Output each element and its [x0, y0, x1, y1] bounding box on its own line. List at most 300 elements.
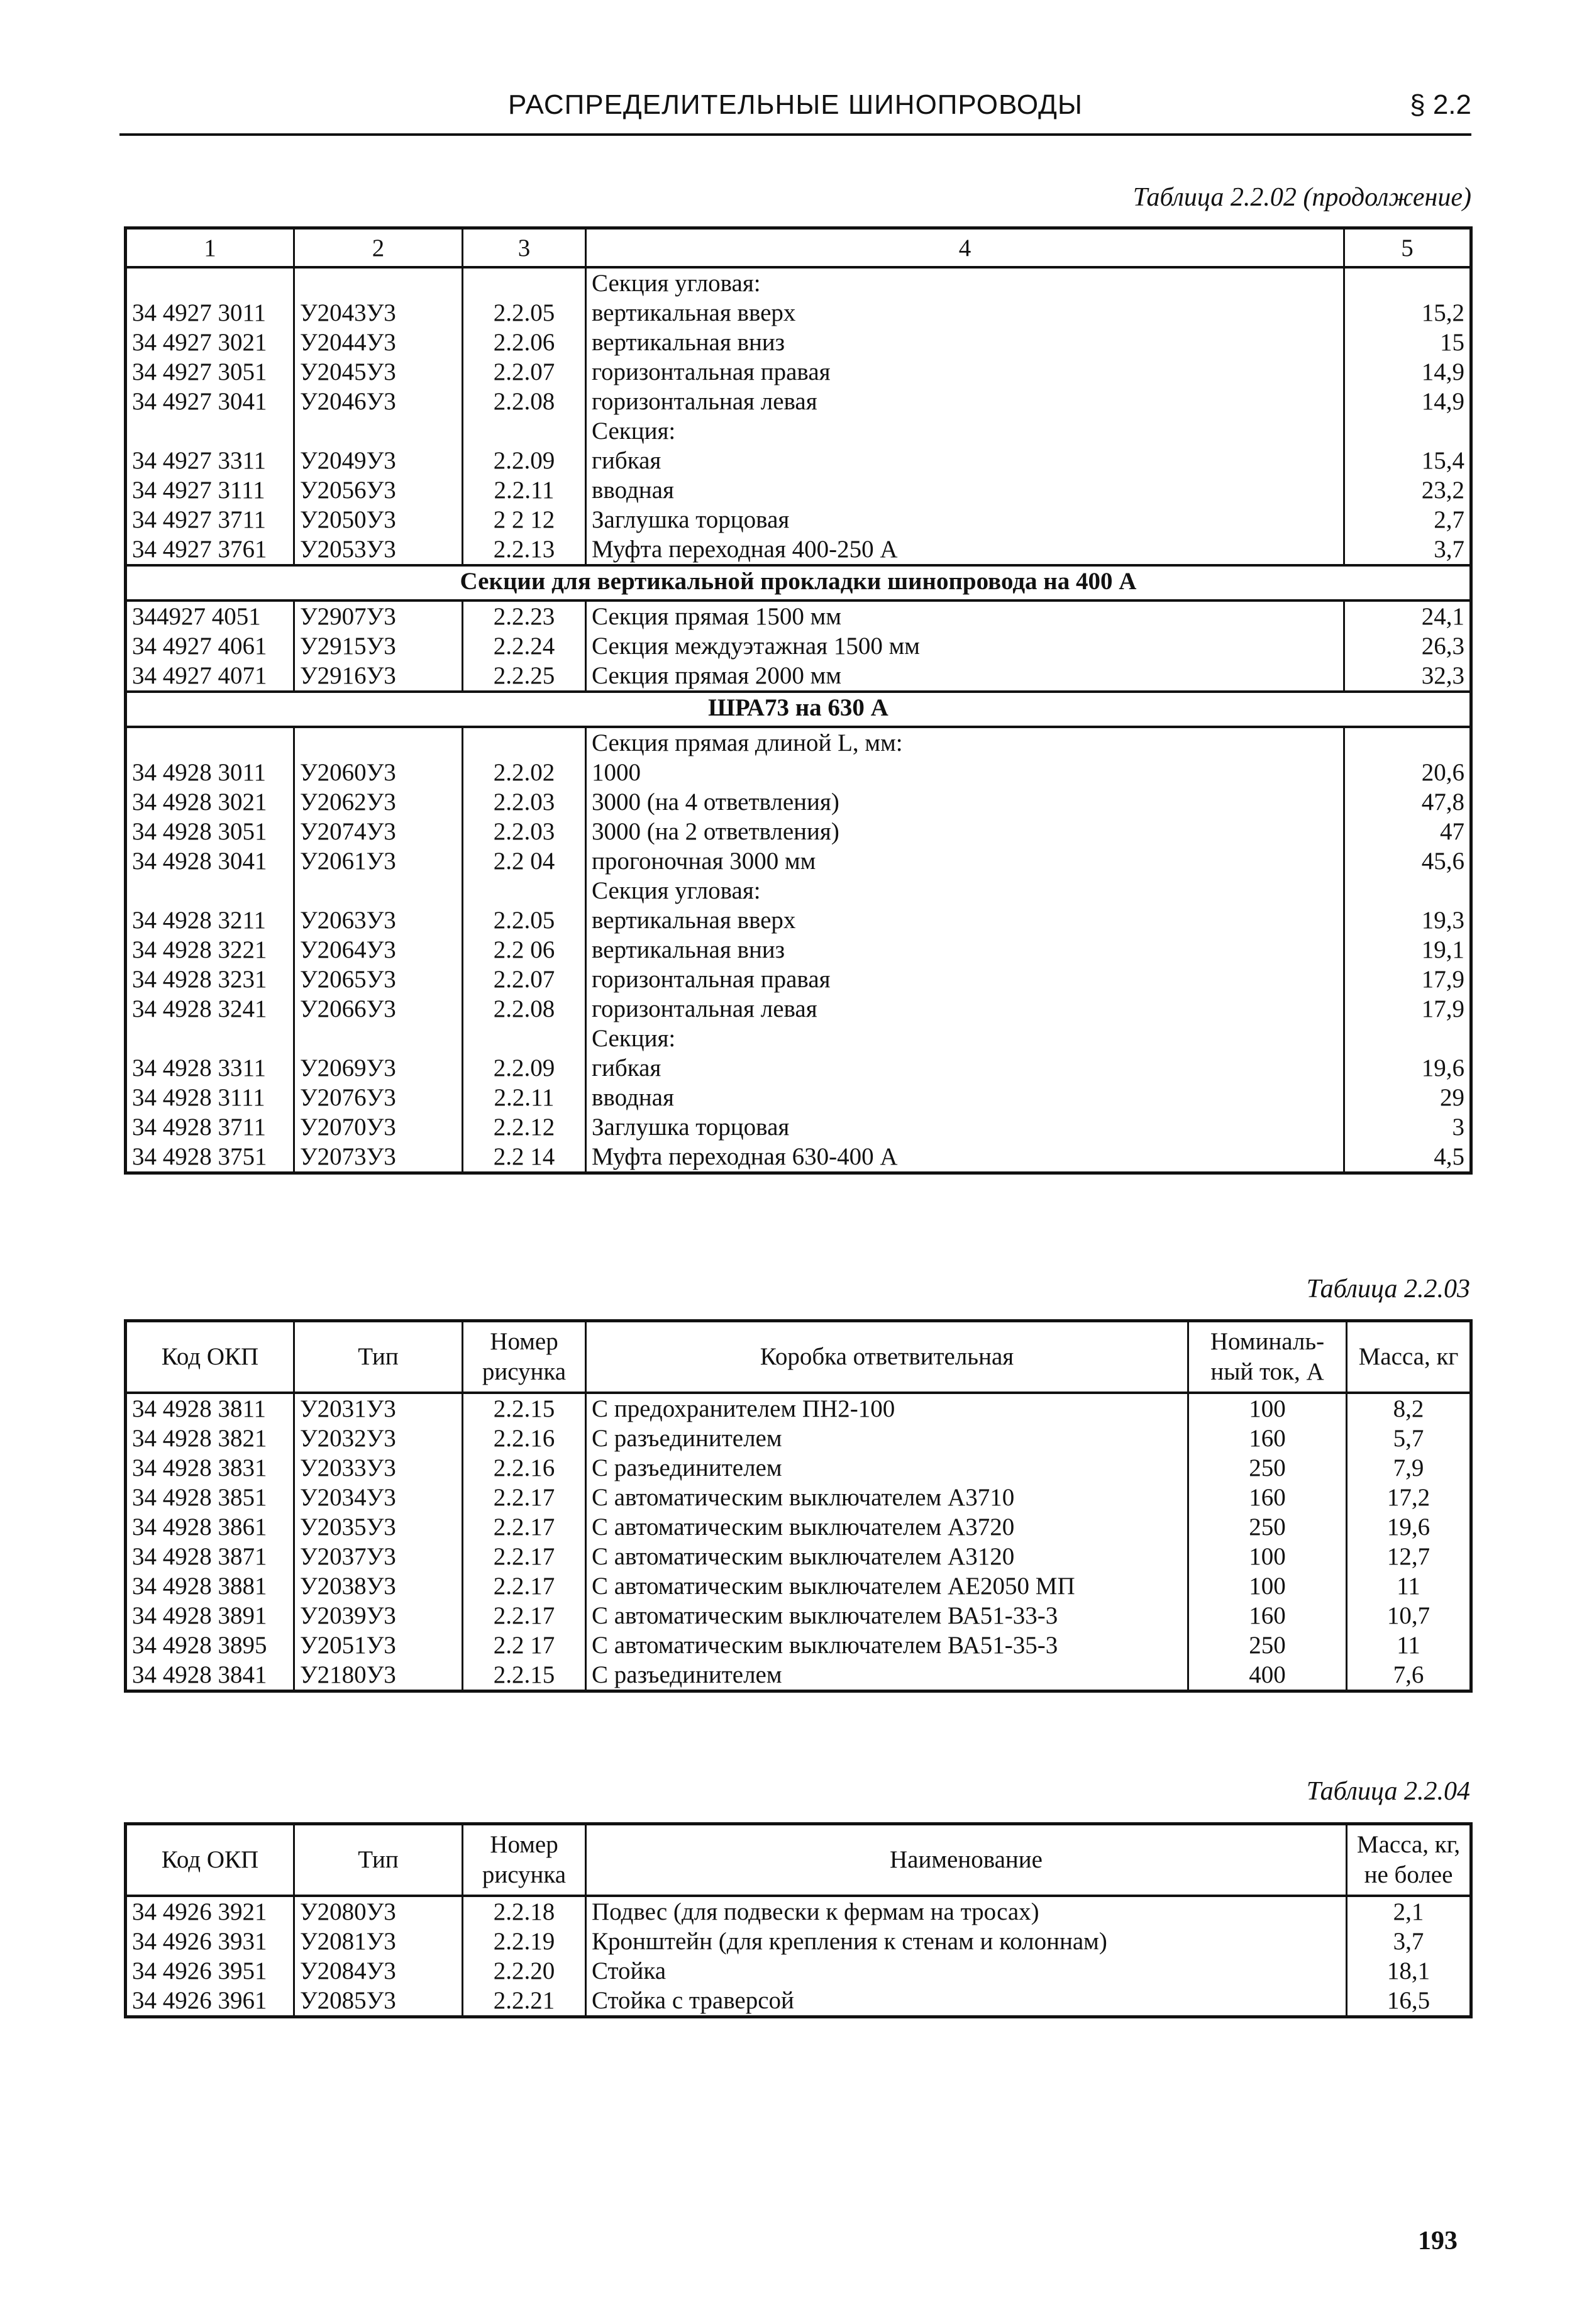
table-cell: 2.2.17	[463, 1571, 586, 1601]
table-cell: 2.2.05	[463, 905, 586, 935]
table-row	[126, 1927, 1471, 1956]
table-cell: 2.2.09	[463, 446, 586, 475]
table-row	[126, 298, 1471, 328]
table-cell: У2050У3	[294, 505, 463, 534]
table1-body-a	[126, 267, 1471, 565]
table-cell: 34 4927 3011	[126, 298, 294, 328]
table-row	[126, 1956, 1471, 1986]
table-cell	[294, 727, 463, 758]
table-cell: У2037У3	[294, 1542, 463, 1571]
table-cell: У2031У3	[294, 1393, 463, 1424]
table-cell: гибкая	[586, 1053, 1344, 1083]
table1-col-header: 2	[294, 228, 463, 268]
table-cell: Муфта переходная 400-250 А	[586, 534, 1344, 565]
table3-body	[126, 1896, 1471, 2017]
table-cell: вертикальная вниз	[586, 328, 1344, 357]
table-cell: Подвес (для подвески к фермам на тросах)	[586, 1896, 1347, 1927]
table-row	[126, 387, 1471, 416]
table-cell: У2035У3	[294, 1512, 463, 1542]
table-cell	[1344, 727, 1471, 758]
table-cell: 34 4928 3211	[126, 905, 294, 935]
table-cell: 2.2.13	[463, 534, 586, 565]
table-row	[126, 1083, 1471, 1112]
table-row	[126, 1424, 1471, 1453]
table-cell: 4,5	[1344, 1142, 1471, 1173]
table-cell: 2.2.23	[463, 600, 586, 631]
table-cell: 2.2 14	[463, 1142, 586, 1173]
table2-col-header: Код ОКП	[126, 1321, 294, 1393]
table-cell: У2066У3	[294, 994, 463, 1024]
table1-body-b	[126, 600, 1471, 692]
table-cell: 2.2.24	[463, 631, 586, 661]
table-row	[126, 905, 1471, 935]
table-cell	[1344, 1024, 1471, 1053]
table2-col-header: Коробка ответвительная	[586, 1321, 1188, 1393]
table-cell: У2069У3	[294, 1053, 463, 1083]
table-cell: 17,9	[1344, 965, 1471, 994]
table-cell: вертикальная вниз	[586, 935, 1344, 965]
table-cell: прогоночная 3000 мм	[586, 846, 1344, 876]
table-cell: 34 4928 3821	[126, 1424, 294, 1453]
table-cell: 2.2.07	[463, 357, 586, 387]
table-cell: 160	[1188, 1424, 1347, 1453]
table-cell: У2064У3	[294, 935, 463, 965]
table-cell: 3000 (на 4 ответвления)	[586, 787, 1344, 817]
table-cell: Стойка	[586, 1956, 1347, 1986]
table-row	[126, 1453, 1471, 1483]
table-cell: 3,7	[1347, 1927, 1471, 1956]
table-cell: вертикальная вверх	[586, 905, 1344, 935]
table1-body-c	[126, 727, 1471, 1173]
table3-caption: Таблица 2.2.04	[1306, 1777, 1470, 1806]
table-cell: У2065У3	[294, 965, 463, 994]
table-cell: С автоматическим выключателем ВА51-33-3	[586, 1601, 1188, 1630]
table-cell: 19,1	[1344, 935, 1471, 965]
table-cell: 250	[1188, 1630, 1347, 1660]
page-header-section: § 2.2	[1410, 89, 1471, 120]
table-cell: 34 4928 3751	[126, 1142, 294, 1173]
table-row	[126, 1483, 1471, 1512]
table-cell: 29	[1344, 1083, 1471, 1112]
table2-body	[126, 1393, 1471, 1691]
table-cell: 26,3	[1344, 631, 1471, 661]
table-row	[126, 1986, 1471, 2017]
table-cell: Заглушка торцовая	[586, 1112, 1344, 1142]
table-cell: У2061У3	[294, 846, 463, 876]
table-cell: 344927 4051	[126, 600, 294, 631]
table-cell: 160	[1188, 1601, 1347, 1630]
table-cell	[1344, 876, 1471, 905]
table-cell: С предохранителем ПН2-100	[586, 1393, 1188, 1424]
table-cell: 11	[1347, 1571, 1471, 1601]
table-cell: 17,9	[1344, 994, 1471, 1024]
table-cell: 2.2.19	[463, 1927, 586, 1956]
table-cell: 34 4928 3011	[126, 758, 294, 787]
table-cell: 2.2.25	[463, 661, 586, 692]
table-cell: У2046У3	[294, 387, 463, 416]
table-cell: 16,5	[1347, 1986, 1471, 2017]
table-cell: У2038У3	[294, 1571, 463, 1601]
table3-col-header: Код ОКП	[126, 1824, 294, 1896]
table-cell: 2.2 06	[463, 935, 586, 965]
table-cell	[126, 416, 294, 446]
table-cell: горизонтальная левая	[586, 387, 1344, 416]
table-cell: 2 2 12	[463, 505, 586, 534]
table-cell: 2.2.03	[463, 817, 586, 846]
table-cell: 24,1	[1344, 600, 1471, 631]
table-cell: 34 4928 3895	[126, 1630, 294, 1660]
table-row	[126, 935, 1471, 965]
table-cell: горизонтальная правая	[586, 357, 1344, 387]
table-cell: С разъединителем	[586, 1424, 1188, 1453]
table-cell: горизонтальная левая	[586, 994, 1344, 1024]
table-cell: 3000 (на 2 ответвления)	[586, 817, 1344, 846]
table-cell: 19,6	[1347, 1512, 1471, 1542]
table-row	[126, 475, 1471, 505]
table-cell: 34 4928 3711	[126, 1112, 294, 1142]
page-header-title: РАСПРЕДЕЛИТЕЛЬНЫЕ ШИНОПРОВОДЫ	[508, 89, 1083, 120]
table-cell: Кронштейн (для крепления к стенам и колоннам)	[586, 1927, 1347, 1956]
table-cell: 34 4927 3021	[126, 328, 294, 357]
table-cell: У2907У3	[294, 600, 463, 631]
table-cell: Секция прямая длиной L, мм:	[586, 727, 1344, 758]
table-cell: С автоматическим выключателем ВА51-35-3	[586, 1630, 1188, 1660]
table-cell: 250	[1188, 1512, 1347, 1542]
table-row	[126, 631, 1471, 661]
table-cell: С автоматическим выключателем А3710	[586, 1483, 1188, 1512]
table-row	[126, 876, 1471, 905]
table-cell: 45,6	[1344, 846, 1471, 876]
table-cell: 160	[1188, 1483, 1347, 1512]
table-cell: 2.2.02	[463, 758, 586, 787]
table1-caption: Таблица 2.2.02 (продолжение)	[1132, 183, 1471, 212]
table1-col-header: 4	[586, 228, 1344, 268]
table-row	[126, 1630, 1471, 1660]
table-row	[126, 534, 1471, 565]
table-cell: 14,9	[1344, 357, 1471, 387]
table2-col-header: Тип	[294, 1321, 463, 1393]
table-cell: 2.2.12	[463, 1112, 586, 1142]
table-cell	[463, 416, 586, 446]
table-row	[126, 1896, 1471, 1927]
table-cell	[126, 267, 294, 298]
table-cell: У2070У3	[294, 1112, 463, 1142]
table-cell: 11	[1347, 1630, 1471, 1660]
table1-col-header: 1	[126, 228, 294, 268]
table-cell	[126, 727, 294, 758]
table-cell: У2063У3	[294, 905, 463, 935]
table-cell: 15	[1344, 328, 1471, 357]
table-cell: 12,7	[1347, 1542, 1471, 1571]
table-cell: 2.2.17	[463, 1512, 586, 1542]
table-cell: У2085У3	[294, 1986, 463, 2017]
table-cell: 34 4926 3921	[126, 1896, 294, 1927]
table-cell: Стойка с траверсой	[586, 1986, 1347, 2017]
table-cell: 3	[1344, 1112, 1471, 1142]
table-cell: 34 4928 3041	[126, 846, 294, 876]
table-cell: У2180У3	[294, 1660, 463, 1691]
table-cell: вводная	[586, 1083, 1344, 1112]
table-cell: У2049У3	[294, 446, 463, 475]
table-cell: Муфта переходная 630-400 А	[586, 1142, 1344, 1173]
table-cell: 2.2.16	[463, 1424, 586, 1453]
table-cell: 100	[1188, 1542, 1347, 1571]
table-row	[126, 1542, 1471, 1571]
table-cell: У2033У3	[294, 1453, 463, 1483]
section-heading: ШРА73 на 630 А	[126, 692, 1471, 727]
table-row	[126, 357, 1471, 387]
table-cell: 250	[1188, 1453, 1347, 1483]
table1-section-1	[126, 565, 1471, 600]
table-row	[126, 1660, 1471, 1691]
table-row	[126, 846, 1471, 876]
table2-col-header: Масса, кг	[1347, 1321, 1471, 1393]
table-row	[126, 1112, 1471, 1142]
table-cell: У2915У3	[294, 631, 463, 661]
table-cell	[463, 267, 586, 298]
table-cell: 19,6	[1344, 1053, 1471, 1083]
page-header	[119, 88, 1471, 136]
table2-caption: Таблица 2.2.03	[1306, 1275, 1470, 1303]
table-cell: 34 4928 3881	[126, 1571, 294, 1601]
table-row	[126, 328, 1471, 357]
table-cell: 2.2.15	[463, 1393, 586, 1424]
table-cell: 2.2.07	[463, 965, 586, 994]
table-cell	[1344, 416, 1471, 446]
table-cell	[1344, 267, 1471, 298]
table-cell: 34 4928 3841	[126, 1660, 294, 1691]
table1-section-2	[126, 692, 1471, 727]
table-cell: горизонтальная правая	[586, 965, 1344, 994]
table-cell	[463, 876, 586, 905]
table-row	[126, 661, 1471, 692]
table-cell: У2062У3	[294, 787, 463, 817]
table2-col-header: Номиналь-ный ток, А	[1188, 1321, 1347, 1393]
table-cell: 34 4927 3111	[126, 475, 294, 505]
table-cell: гибкая	[586, 446, 1344, 475]
table-cell: 34 4927 4071	[126, 661, 294, 692]
table-cell: 34 4926 3961	[126, 1986, 294, 2017]
table-row	[126, 1512, 1471, 1542]
table3-header	[126, 1824, 1471, 1896]
table-cell: 20,6	[1344, 758, 1471, 787]
table2-col-header: Номер рисунка	[463, 1321, 586, 1393]
table-cell: 2.2.11	[463, 475, 586, 505]
table-cell	[294, 1024, 463, 1053]
table1	[124, 226, 1473, 1175]
table-cell: 2.2.17	[463, 1542, 586, 1571]
table-cell: 34 4928 3241	[126, 994, 294, 1024]
table-cell: 2.2.15	[463, 1660, 586, 1691]
table-cell: Секция:	[586, 416, 1344, 446]
table-cell	[294, 416, 463, 446]
table-row	[126, 817, 1471, 846]
table-cell: У2039У3	[294, 1601, 463, 1630]
table-cell: У2084У3	[294, 1956, 463, 1986]
table-cell: У2916У3	[294, 661, 463, 692]
table-row	[126, 1601, 1471, 1630]
table-cell: Секция междуэтажная 1500 мм	[586, 631, 1344, 661]
table-cell: 2.2.08	[463, 994, 586, 1024]
table-cell: 1000	[586, 758, 1344, 787]
table-cell: 2,1	[1347, 1896, 1471, 1927]
table1-header	[126, 228, 1471, 268]
table-cell: 34 4927 3051	[126, 357, 294, 387]
table-cell: 10,7	[1347, 1601, 1471, 1630]
table-cell: 2.2.05	[463, 298, 586, 328]
table2-header	[126, 1321, 1471, 1393]
table-cell: 34 4927 3311	[126, 446, 294, 475]
table-cell: С разъединителем	[586, 1660, 1188, 1691]
table-cell: 5,7	[1347, 1424, 1471, 1453]
table-cell: У2073У3	[294, 1142, 463, 1173]
table-cell	[294, 876, 463, 905]
table-cell: 2.2.08	[463, 387, 586, 416]
table-cell: 15,2	[1344, 298, 1471, 328]
table-cell: 2.2.17	[463, 1601, 586, 1630]
table-cell: 100	[1188, 1571, 1347, 1601]
table-cell	[463, 727, 586, 758]
table-cell: 32,3	[1344, 661, 1471, 692]
table-cell: 34 4928 3811	[126, 1393, 294, 1424]
table-row	[126, 965, 1471, 994]
table-cell: 2.2.16	[463, 1453, 586, 1483]
table-cell: Секция:	[586, 1024, 1344, 1053]
table-cell: У2060У3	[294, 758, 463, 787]
table-cell: 47	[1344, 817, 1471, 846]
table1-col-header: 3	[463, 228, 586, 268]
table-cell: 18,1	[1347, 1956, 1471, 1986]
section-heading: Секции для вертикальной прокладки шинопровода на 400 А	[126, 565, 1471, 600]
table-row	[126, 994, 1471, 1024]
table3-col-header: Тип	[294, 1824, 463, 1896]
table-row	[126, 416, 1471, 446]
table-cell: У2053У3	[294, 534, 463, 565]
table-row	[126, 1024, 1471, 1053]
table-cell: 2.2.11	[463, 1083, 586, 1112]
table-cell: 34 4927 3041	[126, 387, 294, 416]
table-row	[126, 787, 1471, 817]
table-cell: Секция угловая:	[586, 876, 1344, 905]
table-cell: 2.2.17	[463, 1483, 586, 1512]
table-cell: 34 4927 3711	[126, 505, 294, 534]
table-cell: С автоматическим выключателем А3120	[586, 1542, 1188, 1571]
table-cell: 2.2 17	[463, 1630, 586, 1660]
table-cell: С автоматическим выключателем АЕ2050 МП	[586, 1571, 1188, 1601]
table-cell: 3,7	[1344, 534, 1471, 565]
table-cell: 34 4928 3231	[126, 965, 294, 994]
table-cell	[463, 1024, 586, 1053]
table-cell: 34 4927 3761	[126, 534, 294, 565]
table-cell: 34 4926 3931	[126, 1927, 294, 1956]
table-row	[126, 600, 1471, 631]
table3	[124, 1822, 1473, 2018]
table-cell: Секция прямая 1500 мм	[586, 600, 1344, 631]
table-cell: 2.2.06	[463, 328, 586, 357]
table-row	[126, 267, 1471, 298]
table-cell: 2.2.21	[463, 1986, 586, 2017]
table-cell	[294, 267, 463, 298]
table-cell: 17,2	[1347, 1483, 1471, 1512]
table-cell: У2074У3	[294, 817, 463, 846]
table-cell: 47,8	[1344, 787, 1471, 817]
table-cell: У2044У3	[294, 328, 463, 357]
table-row	[126, 1393, 1471, 1424]
table-cell: 34 4928 3221	[126, 935, 294, 965]
table-row	[126, 1142, 1471, 1173]
table-cell: 19,3	[1344, 905, 1471, 935]
table-cell: 34 4928 3861	[126, 1512, 294, 1542]
table-cell: У2056У3	[294, 475, 463, 505]
table-cell: 34 4928 3311	[126, 1053, 294, 1083]
table-row	[126, 1571, 1471, 1601]
table-cell	[126, 876, 294, 905]
table-cell: Секция угловая:	[586, 267, 1344, 298]
table-cell: У2051У3	[294, 1630, 463, 1660]
table-row	[126, 758, 1471, 787]
table-cell: 34 4928 3111	[126, 1083, 294, 1112]
table-cell: С автоматическим выключателем А3720	[586, 1512, 1188, 1542]
table-row	[126, 446, 1471, 475]
table-cell: 2.2.03	[463, 787, 586, 817]
table-row	[126, 727, 1471, 758]
page-number: 193	[1418, 2227, 1458, 2255]
table-cell: 34 4928 3871	[126, 1542, 294, 1571]
table3-col-header: Номер рисунка	[463, 1824, 586, 1896]
table-cell: 34 4928 3851	[126, 1483, 294, 1512]
table-cell: У2076У3	[294, 1083, 463, 1112]
table-cell: С разъединителем	[586, 1453, 1188, 1483]
table-cell: У2081У3	[294, 1927, 463, 1956]
table2	[124, 1319, 1473, 1693]
table-cell: У2045У3	[294, 357, 463, 387]
table-cell: 23,2	[1344, 475, 1471, 505]
table-cell: 2.2 04	[463, 846, 586, 876]
table-cell: вводная	[586, 475, 1344, 505]
table-cell: 7,6	[1347, 1660, 1471, 1691]
table-cell: 2.2.18	[463, 1896, 586, 1927]
table-cell: 2.2.09	[463, 1053, 586, 1083]
table-cell	[126, 1024, 294, 1053]
table-cell: вертикальная вверх	[586, 298, 1344, 328]
table-cell: У2080У3	[294, 1896, 463, 1927]
table-cell: 34 4927 4061	[126, 631, 294, 661]
table-cell: 400	[1188, 1660, 1347, 1691]
table-row	[126, 1053, 1471, 1083]
table-cell: 2,7	[1344, 505, 1471, 534]
table-cell: 34 4928 3831	[126, 1453, 294, 1483]
table-cell: 15,4	[1344, 446, 1471, 475]
table-cell: У2043У3	[294, 298, 463, 328]
table3-col-header: Наименование	[586, 1824, 1347, 1896]
table-cell: Заглушка торцовая	[586, 505, 1344, 534]
table-cell: 34 4928 3891	[126, 1601, 294, 1630]
table-cell: 2.2.20	[463, 1956, 586, 1986]
table-cell: 34 4926 3951	[126, 1956, 294, 1986]
table-cell: 100	[1188, 1393, 1347, 1424]
table3-col-header: Масса, кг, не более	[1347, 1824, 1471, 1896]
table-cell: 8,2	[1347, 1393, 1471, 1424]
table-row	[126, 505, 1471, 534]
table-cell: 34 4928 3021	[126, 787, 294, 817]
table-cell: 14,9	[1344, 387, 1471, 416]
table-cell: 34 4928 3051	[126, 817, 294, 846]
table-cell: У2032У3	[294, 1424, 463, 1453]
table-cell: У2034У3	[294, 1483, 463, 1512]
table-cell: 7,9	[1347, 1453, 1471, 1483]
table-cell: Секция прямая 2000 мм	[586, 661, 1344, 692]
table1-col-header: 5	[1344, 228, 1471, 268]
